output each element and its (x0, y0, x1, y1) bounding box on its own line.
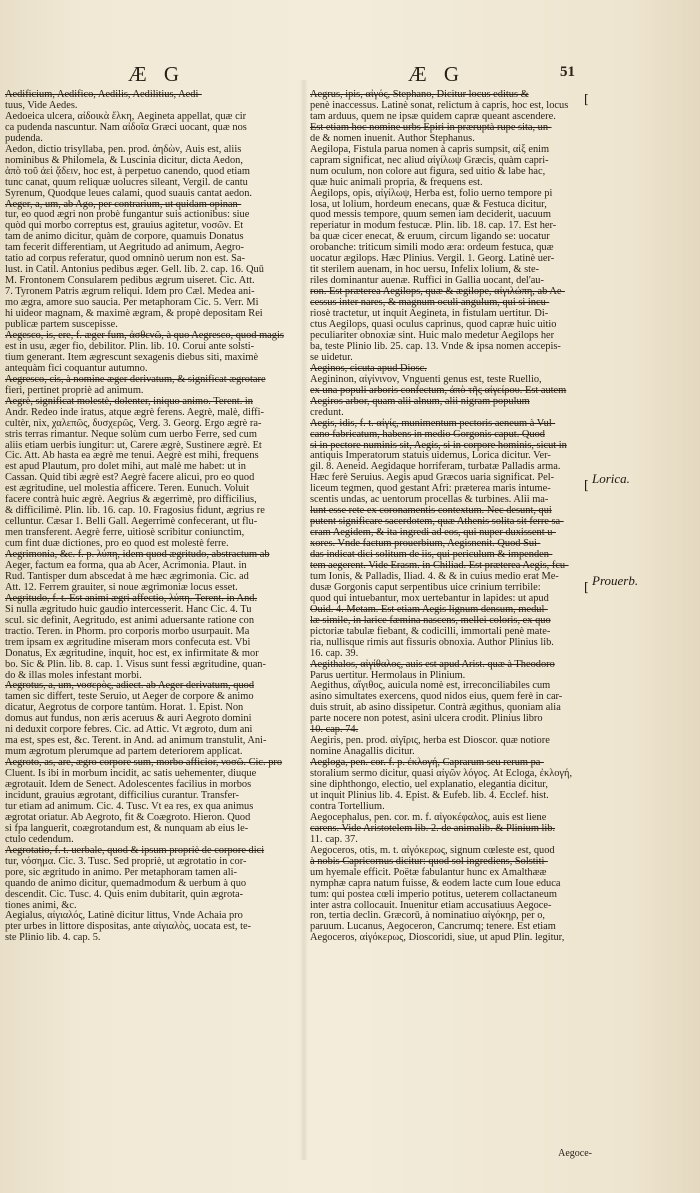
text-line: descendit. Cic. Tusc. 4. Quis enim dubitarit, quin ægrota- (5, 888, 244, 900)
text-line: quod messis tempore, quum semen iam deciderit, uacuum (310, 209, 551, 221)
text-line: M. Frontonem Consularem pedibus ægrum uiseret. Cic. Att. (5, 275, 255, 287)
text-line: tam de animo dicitur, quàm de corpore, quamuis Donatus (5, 231, 244, 243)
text-line: si in pectore numinis sit, Aegis, si in corpore hominis, sicut in (310, 439, 567, 451)
text-line: Cluent. Is ibi in morbum incidit, ac satis uehementer, diuque (5, 768, 257, 780)
text-line: se uidetur. (310, 351, 353, 363)
text-line: Aegilopa, Fistula parua nomen à capris sumpsit, αἰξ enim (310, 143, 550, 155)
text-line: 16. cap. 39. (310, 647, 359, 659)
text-line: 10. cap. 74. (310, 724, 359, 736)
text-line: penè inaccessus. Latinè sonat, relictum à capris, hoc est, locus (310, 99, 569, 111)
text-line: duis struit, ab asino dissipetur. Contrà ægithus, quoniam alia (310, 702, 561, 714)
text-line: ria, nullisque rimis aut fissuris obnoxia. Author Plinius lib. (310, 636, 554, 648)
text-line: aliis etiam uerbis iungitur: ut, Carere ægrè, Sustinere ægrè. Et (5, 439, 262, 451)
text-line: tam fecerit differentiam, ut Aegritudo ad animum, Aegro- (5, 242, 245, 254)
text-line: & difficilimè. Plin. lib. 16. cap. 10. Fragosius fidunt, ægrius re (5, 505, 265, 517)
text-line: asino simultates exercens, quod nidos eius, quem ferè in car- (310, 691, 563, 703)
text-line: celluntur. Cæsar 1. Belli Gall. Aegerrimè confecerant, ut flu- (5, 516, 258, 528)
text-line: Andr. Redeo inde iratus, atque ægrè ferens. Aegrè, malè, diffi- (5, 406, 264, 418)
bracket-mark: [ (584, 478, 589, 492)
text-line: losa, ut lolium, hordeum enecans, quæ & Festuca dicitur, (310, 198, 547, 210)
text-line: quod qui intuebantur, mox uertebantur in lapides: ut apud (310, 592, 549, 604)
text-line: tur etiam ad animum. Cic. 4. Tusc. Vt ea res, ex qua animus (5, 800, 254, 812)
text-line: Si nulla ægritudo huic gaudio intercesserit. Hanc Cic. 4. Tu (5, 603, 252, 615)
text-line: antequàm fici coquantur autumno. (5, 362, 148, 374)
margin-note-proverb: Prouerb. (592, 573, 639, 588)
text-line: lunt esse rete ex coronamentis contextum. Nec desunt, qui (310, 505, 552, 517)
bracket-mark: [ (584, 580, 589, 594)
text-line: si fpa languerit, coægrotandum est, & nunquam ab eius le- (5, 822, 249, 834)
text-line: men transferent. Aegrè ferre, uitiosè scribitur coniunctim, (5, 527, 245, 539)
text-line: Aedoeica ulcera, αἰδοικὰ ἕλκη, Aegineta appellat, quæ cir (5, 110, 247, 122)
text-line: Syrenum, Quodque leues calami, quod suauis cantat aedon. (5, 187, 253, 199)
text-line: tamen sic differt, teste Seruio, ut Aeger de corpore & animo (5, 691, 254, 703)
text-line: mo ægra, amore suo saucia. Per metaphoram Cic. 5. Verr. Mi (5, 297, 259, 309)
text-line: Aegrotus, a, um, νοσερὸς, adiect. ab Aeger derivatum, quod (5, 680, 255, 692)
text-line: xores. Vnde factum prouerbium, Aegisnenit. Quod Sui- (310, 538, 541, 550)
text-line: bo. Sic & Plin. lib. 8. cap. 1. Visus sunt fessi ægritudine, quan- (5, 658, 266, 670)
text-line: Aegritudo, f. t. Est animi ægri affectio, λύπη. Terent. in And. (5, 592, 258, 604)
text-line: pudenda. (5, 132, 43, 144)
margin-note-lorica: Lorica. (592, 471, 630, 486)
text-line: à nobis Capricornus dicitur: quod sol ingrediens, Solstiti- (310, 855, 548, 867)
text-line: ba quæ cicer enecat, & eruum, circum ligando se: uocatur (310, 231, 550, 243)
text-line: trem ipsam ex ægritudine miseram mors confecuta est. Vbi (5, 636, 251, 648)
text-line: pore, sic ægritudo in animo. Per metaphoram tamen ali- (5, 866, 237, 878)
text-line: 7. Tyronem Patris ægrum reliqui. Idem pro Cæl. Medea ani- (5, 286, 255, 298)
text-line: scentis undas, ac uentorum procellas & turbines. Alii ma- (310, 494, 549, 506)
text-line: Aegininon, αἰγίνινον, Vnguenti genus est, teste Ruellio, (310, 373, 542, 385)
right-column (310, 90, 595, 944)
text-line: quando de animo dicitur, quemadmodum & uerbum à quo (5, 877, 247, 889)
text-line: stris terras rimantur. Neque solùm cum uerbo Ferre, sed cum (5, 428, 257, 440)
text-line: tiones animi, &c. (5, 899, 77, 911)
text-line: antiquis Imperatorum statuis uidemus, Lorica dicitur. Ver- (310, 450, 551, 462)
text-line: Aegrus, ipis, αἰγός, Stephano, Dicitur locus editus & (310, 89, 529, 100)
text-line: parte nocere non potest, asini ulcera crodit. Plinius libro (310, 713, 543, 725)
text-line: Aegis, idis, f. t. αἰγίς, munimentum pectoris aeneum à Vul- (310, 417, 556, 429)
text-line: Aegrotatio, f. t. uerbale, quod & ipsum propriè de corpore dici (5, 844, 265, 856)
text-line: dusæ Gorgonis caput serpentibus uice crinium terribile: (310, 581, 541, 593)
text-line: incidunt, grauius ægrotant, difficilius curantur. Transfer- (5, 790, 239, 801)
text-line: Aegloga, pen. cor. f. p. ἐκλογή, Caprarum seu rerum pa- (310, 757, 544, 769)
text-line: das indicat dici solitum de iis, qui periculum & impenden- (310, 549, 553, 561)
text-line: cram Aegidem, & ita ingredi ad eos, qui nuper duxissent u- (310, 527, 556, 539)
text-line: Aegresco, cis, à nomine æger derivatum, & significat ægrotare (5, 373, 266, 385)
text-line: tit sterilem auenam, in hoc uersu, Infelix lolium, & ste- (310, 264, 540, 276)
text-line: storalium sermo dicitur, quasi αἰγῶν λόγος. At Ecloga, ἐκλογή, (310, 768, 573, 780)
text-line: Aegrè, significat molestè, dolenter, iniquo animo. Terent. in (5, 395, 253, 407)
text-line: Aegoceros, otis, m. t. αἰγόκερως, signum cœleste est, quod (310, 844, 555, 856)
text-line: peculiariter obnoxiæ sint. Huic malo medetur Aegilops her (310, 329, 555, 341)
text-line: nomine Anagallis dicitur. (310, 746, 415, 758)
text-line: de & nomen inuenit. Author Stephanus. (310, 132, 475, 144)
text-line: facere contrà huic ægrè. Aegrius & ægerrimè, pro difficilius, (5, 494, 257, 506)
text-line: pter urbes in littore dispositas, ante αἰγιαλὸς, uocata est, te- (5, 921, 252, 933)
text-line: gil. 8. Aeneid. Aegidaque horriferam, turbatæ Palladis arma. (310, 461, 561, 473)
text-line: orobanche: triticum simili modo æra: ordeum festuca, quæ (310, 242, 554, 254)
text-line: est in usu, æger fio, debilitor. Plin. lib. 10. Corui ante solsti- (5, 340, 255, 352)
text-line: tuus, Vide Aedes. (5, 99, 78, 111)
text-line: 11. cap. 37. (310, 833, 358, 845)
text-line: capram significat, nec aliud αἰγίλωψ Græcis, quàm capri- (310, 154, 549, 166)
running-head-right: Æ G (408, 62, 466, 86)
left-column (5, 90, 300, 944)
text-line: dicatur, Aegrotus de corpore tantùm. Horat. 1. Epist. Non (5, 702, 244, 714)
text-line: reperiatur in modum festucæ. Plin. lib. 18. cap. 17. Est her- (310, 220, 557, 232)
text-line: tem aegerent. Vide Erasm. in Chiliad. Est præterea Aegis, fcu- (310, 559, 569, 571)
text-line: ni deduxit corpore febres. Cic. ad Attic. Vt ægroto, dum ani (5, 724, 253, 736)
text-line: Aegocephalus, pen. cor. m. f. αἰγοκέφαλος, auis est liene (310, 811, 547, 823)
text-line: fieri, pertinet propriè ad animum. (5, 384, 144, 396)
column-gutter (300, 80, 308, 1160)
text-line: uocatur ægilops. Hæc Plinius. Vergil. 1. Georg. Latinè uer- (310, 253, 555, 265)
text-line: est ægritudine, uel molestia afficere. Teren. Eunuch. Voluit (5, 483, 250, 495)
text-line: Aedificium, Aedifico, Aedilis, Aedilitius, Aedi- (5, 89, 202, 100)
text-line: sine diphthongo, electio, uel explanatio, elegantia dicitur, (310, 779, 548, 791)
text-line: Aegroto, as, are, ægro corpore sum, morbo afficior, νοσῶ. Cic. pro (5, 757, 283, 769)
text-line: domus aut fundus, non æris aceruus & auri Aegroto domini (5, 713, 252, 725)
text-line: cessus inter nares, & magnum oculi angulum, qui si incu- (310, 297, 550, 309)
text-line: ba, teste Plinio lib. 25. cap. 13. Vnde & ipsa nomen accepis- (310, 340, 561, 352)
text-line: quæ huic animali propria, & frequens est. (310, 176, 483, 188)
text-line: lust. in Catil. Antonius pedibus æger. Gell. lib. 2. cap. 16. Quū (5, 264, 264, 276)
text-line: paruum. Lucanus, Aegoceron, Cancrumq; tenere. Est etiam (310, 921, 556, 933)
text-line: ex una populi arboris confectum, ἀπὸ τῆς αἰγείρου. Est autem (310, 384, 567, 396)
text-line: um hyemale efficit. Poëtæ fabulantur hunc ex Amalthææ (310, 866, 547, 878)
text-line: Att. 12. Ferrem grauiter, si noue ægrimoniæ locus esset. (5, 581, 238, 593)
text-line: tum Ionis, & Palladis, Iliad. 4. & & in cuius medio erat Me- (310, 570, 559, 582)
text-line: tatio ad corpus referatur, quod omninò uerum non est. Sa- (5, 253, 245, 265)
text-line: scul. sic definit, Aegritudo, est animi aduersante ratione con (5, 614, 255, 626)
text-line: mum ægrotum plerumque ad partem deteriorem applicat. (5, 746, 243, 758)
text-line: ægrotat oriatur. Ab Aegroto, fit & Coægroto. Hieron. Quod (5, 811, 251, 823)
text-line: nymphæ capra natum fuisse, & eodem lacte cum Ioue educa (310, 877, 561, 889)
text-line: tur, νόσημα. Cic. 3. Tusc. Sed propriè, ut ægrotatio in cor- (5, 855, 247, 867)
text-line: carens. Vide Aristotelem lib. 2. de animalib. & Plinium lib. (310, 822, 556, 834)
running-head-left: Æ G (128, 62, 186, 86)
text-line: Cassan. Quid tibi ægrè est? Aegrè facere alicui, pro eo quod (5, 472, 255, 484)
text-line: ma est, spes est, &c. Terent. in And. ad animum transtulit, Ani- (5, 735, 267, 747)
text-line: Aeger, a, um, ab Ago, per contrarium, ut quidam opinan- (5, 198, 242, 210)
text-line: Cic. Att. Ab hasta ea ægrè me tenui. Aegrè est mihi, frequens (5, 450, 259, 462)
text-line: tur, eo quod ægri non probè fungantur suis actionibus: siue (5, 209, 250, 221)
text-line: riosè tractetur, ut inquit Aegineta, in fistulam uertitur. Di- (310, 308, 549, 320)
text-line: Est etiam hoc nomine urbs Epiri in præruptà rupe sita, un- (310, 121, 552, 133)
text-line: ægrotauit. Idem de Senect. Adolescentes facilius in morbos (5, 779, 252, 791)
text-line: ctus Aegilops, quasi oculus caprinus, quod capræ huic uitio (310, 319, 557, 331)
text-line: riles dominantur auenæ. Ruffici in Gallia uocant, del'au- (310, 275, 544, 287)
text-line: quòd qui morbo correptus est, grauius agitetur, νοσῶν. Et (5, 220, 244, 232)
text-line: Rud. Tantisper dum abscedat à me hæc ægrimonia. Cic. ad (5, 570, 249, 582)
text-line: est apud Plautum, pro dolet mihi, aut malè me habet: ut in (5, 461, 246, 473)
text-line: ἀπὸ τοῦ ἀεὶ ᾄδειν, hoc est, à perpetuo canendo, quod etiam (5, 165, 250, 177)
text-line: inter astra collocauit. Inuenitur etiam accusatiuus Aegoce- (310, 899, 552, 911)
page-number: 51 (560, 64, 575, 80)
text-line: nominibus & Philomela, & Luscinia dicitur, dicta Aedon, (5, 154, 243, 166)
text-line: Aegialus, αἰγιαλός, Latinè dicitur littus, Vnde Achaia pro (5, 910, 243, 922)
catchword: Aegoce- (558, 1148, 592, 1159)
text-line: cano fabricatum, habens in medio Gorgonis caput. Quod (310, 428, 545, 440)
text-line: cultèr, nix, χαλεπῶς, δυσχερῶς, Verg. 3. Georg. Ergo ægrè ra- (5, 417, 262, 429)
text-line: Aeginos, cicuta apud Diosc. (310, 362, 427, 374)
text-line: tractio. Teren. in Phorm. pro corporis morbo usurpauit. Ma (5, 625, 250, 637)
text-line: læ simile, in larice fæmina nascens, melleì coloris, ex quo (310, 614, 551, 626)
text-line: publicæ partem suscepisse. (5, 319, 118, 331)
text-line: liceum tegmen, quod gestant Afri: præterea maris intume- (310, 483, 551, 495)
text-line: Aeger, factum ea forma, qua ab Acer, Acrimonia. Plaut. in (5, 559, 247, 571)
text-line: tium generant. Item ægrescunt sexagenis diebus siti, maximè (5, 351, 259, 363)
text-line: ste Plinio lib. 4. cap. 5. (5, 932, 101, 944)
text-line: num oculum, non colore aut figura, sed uitio & labe hac, (310, 165, 546, 177)
text-line: Hæc ferè Seruius. Aegis apud Græcos uaria significat. Pel- (310, 472, 555, 484)
text-line: ron, tertia declin. Græcorū, à nominatiuo αἰγόκηρ, per o, (310, 910, 545, 922)
text-line: Aegiros arbor, quam alii alnum, alii nigram populum (310, 395, 530, 407)
text-line: Aegiris, pen. prod. αἰγῖρις, herba est Dioscor. quæ notiore (310, 735, 550, 747)
text-line: Aegithalos, αἰγίθαλος, auis est apud Arist. quæ à Theodoro (310, 658, 555, 670)
text-line: Aegrimonia, &c. f. p. λύπη, idem quod ægritudo, abstractum ab (5, 549, 270, 561)
text-line: tam arduus, quem ne ipsæ quidem capræ queant ascendere. (310, 110, 556, 122)
running-head (0, 62, 700, 86)
text-line: pictoriæ tabulæ fiebant, & codicilli, immortali penè mate- (310, 625, 551, 637)
text-line: credunt. (310, 406, 344, 418)
text-line: ron. Est præterea Aegilops, quæ & ægilope, αἰγιλώπη, ab Ae- (310, 286, 565, 298)
text-line: tum: qui postea cœli imperio potitus, ueterem collactaneum (310, 888, 558, 900)
text-line: Ouid. 4. Metam. Est etiam Aegis lignum densum, medul- (310, 603, 548, 615)
text-line: Aegesco, is, ere, f. æger fum, ἀσθενῶ, à quo Aegresco, quod magis (5, 329, 284, 341)
text-line: Aegithus, αἴγιθος, auicula nomè est, irreconciliabiles cum (310, 680, 551, 692)
text-line: ctulo cedendum. (5, 833, 74, 845)
text-line: Donatus, Ex ægritudine, inquit, hoc est, ex infirmitate & mor (5, 647, 259, 659)
text-line: Aegoceros, αἰγόκερως, Dioscoridi, siue, ut apud Plin. legitur, (310, 932, 565, 944)
text-line: tunc canat, quum reliquæ uolucres sileant, Vergil. de cantu (5, 176, 248, 188)
text-line: hi uideor magnam, & maximè ægram, & propè depositam Rei (5, 308, 263, 320)
text-line: Aegilops, opis, αἰγίλωψ, Herba est, folio uerno tempore pi (310, 187, 553, 199)
text-line: putent significare sacerdotem, quæ Athenis solita sit ferre sa- (310, 516, 564, 528)
bracket-mark: [ (584, 92, 589, 106)
text-line: do & illas moles infestant morbi. (5, 669, 142, 681)
text-line: Aedon, dictio trisyllaba, pen. prod. ἀηδὼν, Auis est, aliis (5, 143, 242, 155)
text-line: ca pudenda nascuntur. Nam αἰδοῖα Græci uocant, quæ nos (5, 121, 247, 133)
text-line: cum fint duæ dictiones, pro eo quod est molestè ferre. (5, 538, 229, 550)
text-line: ut inquit Plinius lib. 4. Epist. & Eufeb. lib. 4. Ecclef. hist. (310, 790, 549, 801)
text-line: Parus uertitur. Hermolaus in Plinium. (310, 669, 466, 681)
text-line: contra Tortellium. (310, 800, 385, 812)
